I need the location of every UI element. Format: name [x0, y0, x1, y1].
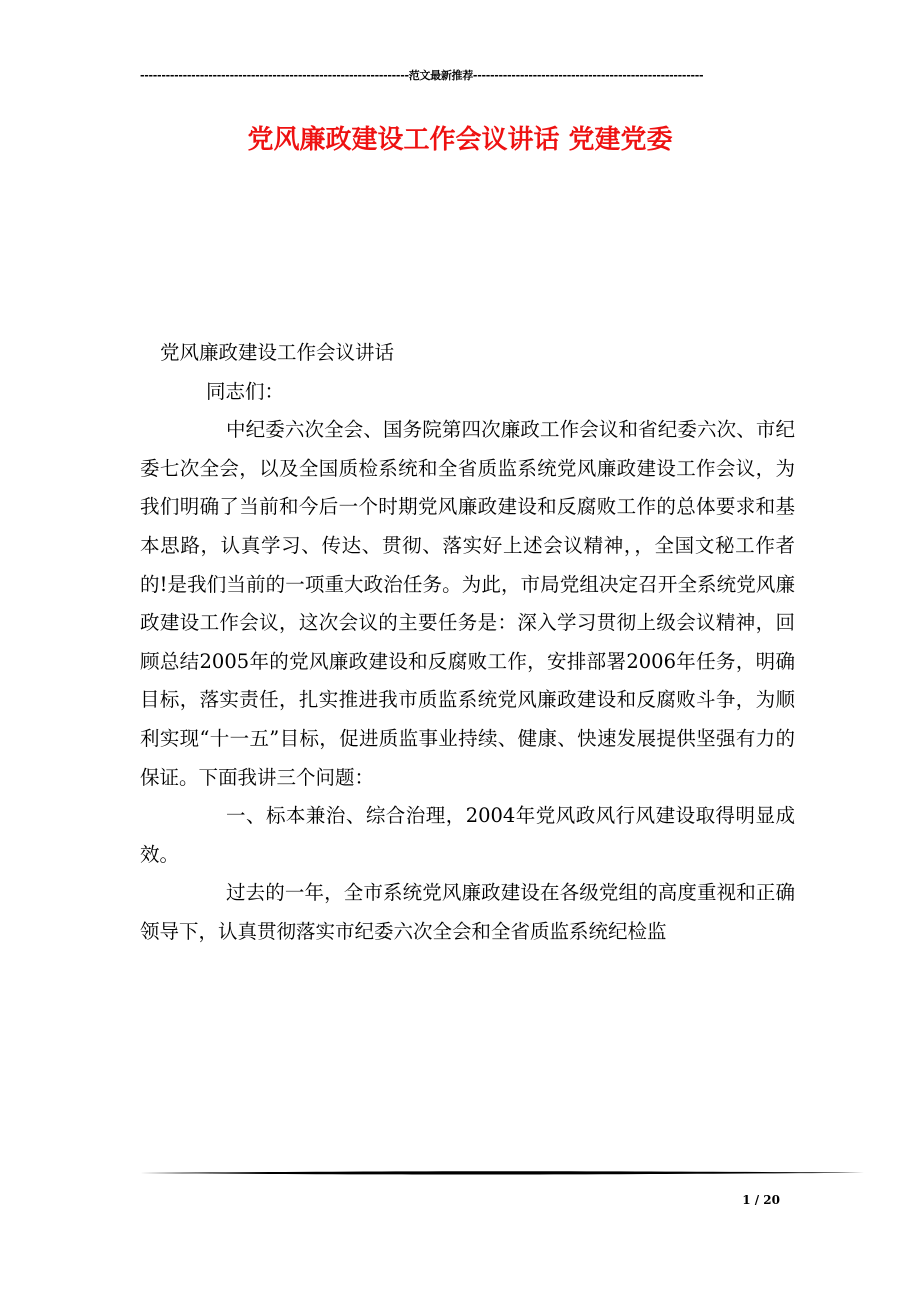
page-number: 1 / 20: [742, 1193, 780, 1207]
page-header-banner: ---------------------------------------------------------------范文最新推荐------------------------------------------------------: [140, 69, 704, 82]
document-title: 党风廉政建设工作会议讲话 党建党委: [247, 125, 673, 155]
salutation: 同志们：: [206, 379, 285, 403]
document-body: [140, 334, 795, 952]
paragraph-1: 中纪委六次全会、国务院第四次廉政工作会议和省纪委六次、市纪委七次全会，以及全国质检系统和全省质监系统党风廉政建设工作会议，为我们明确了当前和今后一个时期党风廉政建设和反腐败工作的总体要求和基本思路，认真学习、传达、贯彻、落实好上述会议精神，，全国文秘工作者的!是我们当前的一项重大政治任务。为此，市局党组决定召开全系统党风廉政建设工作会议，这次会议的主要任务是：深入学习贯彻上级会议精神，回顾总结2005年的党风廉政建设和反腐败工作，安排部署2006年任务，明确目标，落实责任，扎实推进我市质监系统党风廉政建设和反腐败斗争，为顺利实现“十一五”目标，促进质监事业持续、健康、快速发展提供坚强有力的保证。下面我讲三个问题：: [140, 418, 795, 789]
paragraph-2: 一、标本兼治、综合治理，2004年党风政风行风建设取得明显成效。: [140, 804, 795, 866]
paragraph-3: 过去的一年，全市系统党风廉政建设在各级党组的高度重视和正确领导下，认真贯彻落实市纪委六次全会和全省质监系统纪检监: [140, 881, 795, 943]
speech-heading: 党风廉政建设工作会议讲话: [160, 341, 395, 364]
footer-divider: [140, 1168, 864, 1178]
